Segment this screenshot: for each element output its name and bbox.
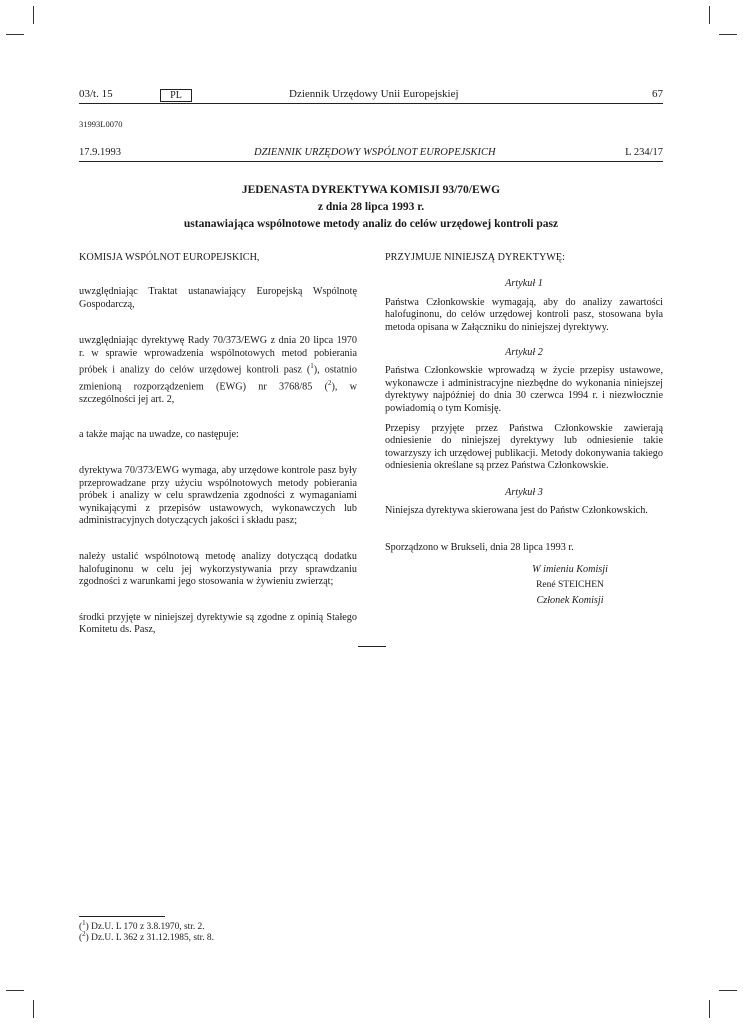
language-badge: PL (160, 89, 192, 102)
crop-mark-top-right-h (719, 34, 737, 35)
recital-whereas: a także mając na uwadze, co następuje: (79, 429, 239, 441)
crop-mark-bottom-right-v (709, 1000, 710, 1018)
crop-mark-bottom-left-h (6, 990, 24, 991)
right-column (385, 252, 663, 607)
footnote-2-number: 2 (82, 930, 86, 938)
recital-directive (79, 335, 357, 406)
footnote-ref-1[interactable]: 1 (310, 362, 314, 371)
footnote-rule (79, 916, 165, 917)
footnote-1-number: 1 (82, 919, 86, 927)
celex-number: 31993L0070 (79, 119, 123, 129)
crop-mark-top-left-h (6, 34, 24, 35)
directive-date: z dnia 28 lipca 1993 r. (317, 201, 425, 213)
directive-subject: ustanawiająca wspólnotowe metody analiz do celów urzędowej kontroli pasz (183, 218, 559, 230)
recital-3: środki przyjęte w niniejszej dyrektywie są zgodne z opinią Stałego Komitetu ds. Pasz, (79, 611, 357, 636)
publication-date: 17.9.1993 (79, 147, 121, 158)
recital-treaty: uwzględniając Traktat ustanawiający Europejską Wspólnotę Gospodarczą, (79, 286, 357, 310)
signature-on-behalf: W imieniu Komisji (532, 563, 608, 575)
recital-directive-text-b: ), ostatnio zmienioną rozporządzeniem (EWG) nr 3768/85 ( (79, 364, 357, 393)
article-2-para-1: Państwa Członkowskie wprowadzą w życie przepisy ustawowe, wykonawcze i administracyjne niezbędne do wykonania niniejszej dyrektywy najpóźniej do dnia 30 czerwca 1994 r. i niezwłocznie powiadomią o tym Komisję. (385, 365, 663, 414)
crop-mark-bottom-right-h (719, 990, 737, 991)
recital-directive-text-c: ), w szczególności jej art. 2, (79, 381, 357, 405)
header-rule (79, 103, 663, 104)
signature-name: René STEICHEN (536, 580, 604, 591)
journal-name: DZIENNIK URZĘDOWY WSPÓLNOT EUROPEJSKICH (254, 147, 496, 158)
signature-block (495, 564, 645, 607)
footnote-1: ($^1$) Dz.U. L 170 z 3.8.1970, str. 2. (79, 919, 205, 933)
preamble-intro: KOMISJA WSPÓLNOT EUROPEJSKICH, (79, 252, 260, 263)
recital-directive-text-a: uwzględniając dyrektywę Rady 70/373/EWG z dnia 20 lipca 1970 r. w sprawie wprowadzenia wspólnotowych metod pobierania próbek i analizy do celów urzędowej kontroli pasz ( (79, 335, 357, 376)
recital-1: dyrektywa 70/373/EWG wymaga, aby urzędowe kontrole pasz były przeprowadzane przy użyciu wspólnotowych metody pobierania próbek i analizy w celu sprawdzenia zgodności z wymaganiami wynikającymi z przepisów ustawowych, wykonawczych lub administracyjnych dotyczących jakości i składu pasz; (79, 465, 357, 527)
footnote-2-text: Dz.U. L 362 z 31.12.1985, str. 8. (91, 933, 214, 944)
crop-mark-top-right-v (709, 6, 710, 24)
sub-header-rule (79, 161, 663, 162)
header-page-number: 67 (652, 88, 663, 100)
article-3-title: Artykuł 3 (505, 486, 543, 498)
crop-mark-bottom-left-v (33, 1000, 34, 1018)
footnote-1-text: Dz.U. L 170 z 3.8.1970, str. 2. (91, 922, 205, 933)
article-3-text: Niniejsza dyrektywa skierowana jest do Państw Członkowskich. (385, 505, 648, 517)
left-column (79, 252, 357, 637)
crop-mark-top-left-v (33, 6, 34, 24)
header-volume: 03/t. 15 (79, 88, 113, 100)
header-journal-title: Dziennik Urzędowy Unii Europejskiej (289, 88, 459, 100)
footnote-ref-2[interactable]: 2 (327, 378, 332, 387)
article-1-text: Państwa Członkowskie wymagają, aby do analizy zawartości halofuginonu, do celów urzędowej kontroli pasz, stosowana była metoda opisana w Załączniku do niniejszej dyrektywy. (385, 296, 663, 333)
done-at: Sporządzono w Brukseli, dnia 28 lipca 1993 r. (385, 541, 574, 553)
article-2-title: Artykuł 2 (505, 347, 543, 359)
footnote-2: ($^2$) Dz.U. L 362 z 31.12.1985, str. 8. (79, 930, 214, 944)
article-1-title: Artykuł 1 (505, 278, 543, 290)
signature-role: Członek Komisji (536, 594, 604, 606)
end-rule (358, 646, 386, 647)
recital-2: należy ustalić wspólnotową metodę analizy dotyczącą dodatku halofuginonu w celu jej wykorzystywania przy sprawdzaniu zgodności z warunkami jego stosowania w żywieniu zwierząt; (79, 551, 357, 588)
article-2-para-2: Przepisy przyjęte przez Państwa Członkowskie zawierają odniesienie do niniejszej dyrektywy lub odniesienie takie towarzyszy ich urzędowej publikacji. Metody dokonywania takiego odniesienia określane są przez Państwa Członkowskie. (385, 423, 663, 472)
enacting-intro: PRZYJMUJE NINIEJSZĄ DYREKTYWĘ: (385, 252, 565, 263)
directive-title: JEDENASTA DYREKTYWA KOMISJI 93/70/EWG (241, 184, 501, 196)
journal-reference: L 234/17 (625, 147, 663, 158)
